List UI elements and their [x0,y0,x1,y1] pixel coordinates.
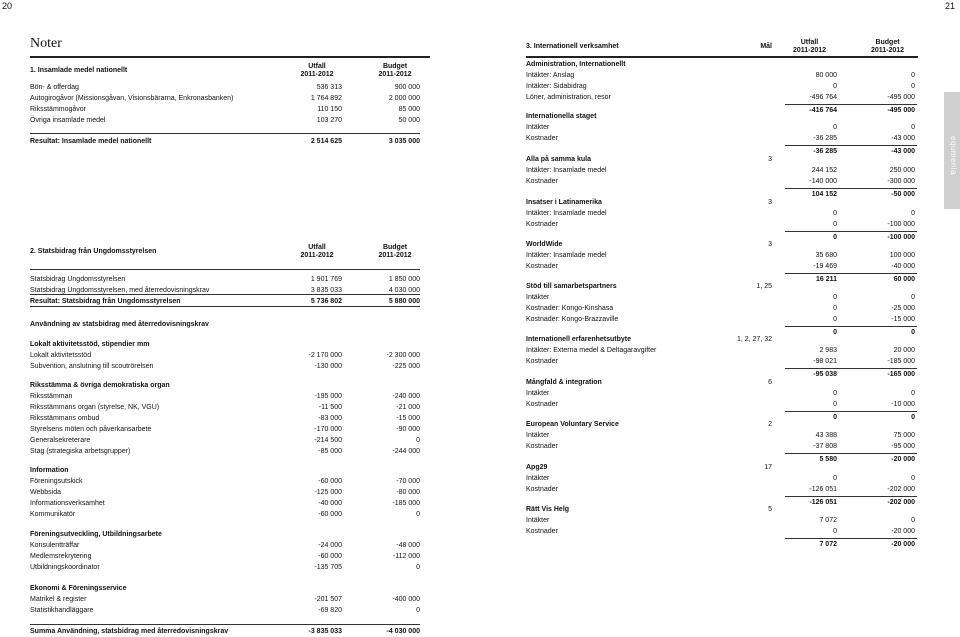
section-heading: 2. Statsbidrag från Ungdomsstyrelsen [30,248,157,255]
header-rule [526,56,918,58]
table-row-outcome: -214 500 [314,437,342,444]
group-total-outcome: 7 072 [819,541,837,548]
sum-label: Summa Användning, statsbidrag med återredovisningskrav [30,628,229,635]
table-row-outcome: -195 000 [314,393,342,400]
group-title: Apg29 [526,464,548,471]
col-header-outcome: Utfall [308,63,326,70]
table-row-outcome: -69 820 [318,607,342,614]
table-row-label: Autogirogåvor (Missionsgåvan, Visionsbärarna, Enkronasbanken) [30,95,234,102]
table-row-outcome: 3 835 033 [310,287,342,294]
col-header-budget: Budget [382,244,408,251]
table-row-budget: 0 [911,294,915,301]
table-row-outcome: -37 808 [813,443,837,450]
table-row-outcome: 0 [833,305,837,312]
table-row-outcome: 103 270 [316,117,342,124]
group-total-outcome: -126 051 [809,499,837,506]
table-row-outcome: 0 [833,124,837,131]
table-row-outcome: 0 [833,83,837,90]
table-row-label: Intäkter [526,517,550,524]
side-tab-label: equmenia [949,136,958,176]
table-row-budget: -185 000 [887,358,915,365]
table-row-label: Kostnader: Kongo-Brazzaville [526,316,619,323]
table-row-label: Konsulentträffar [30,542,80,549]
total-rule [785,453,917,454]
page-title: Noter [30,36,62,51]
table-row-label: Intäkter: Anslag [526,72,575,79]
table-row-label: Intäkter: Externa medel & Deltagaravgifter [526,347,657,354]
table-row-budget: -80 000 [396,489,420,496]
title-rule [30,56,430,58]
table-row-label: Riksstämmans ombud [30,415,100,422]
table-row-outcome: -83 000 [318,415,342,422]
table-row-label: Statistikhandläggare [30,607,94,614]
table-row-label: Kostnader [526,528,558,535]
total-rule [785,411,917,412]
table-row-outcome: 2 983 [819,347,837,354]
table-row-outcome: 110 150 [317,106,342,113]
table-row-outcome: -135 705 [314,564,342,571]
table-row-budget: -15 000 [396,415,420,422]
group-total-budget: 60 000 [893,276,915,283]
table-row-budget: -90 000 [396,426,420,433]
group-total-outcome: -36 285 [813,148,837,155]
table-row-label: Intäkter: Sidabidrag [526,83,587,90]
table-row-label: Kostnader [526,443,558,450]
group-title: Stöd till samarbetspartners [526,283,617,290]
group-title: European Voluntary Service [526,421,619,428]
table-row-budget: -202 000 [887,486,915,493]
table-row-outcome: -130 000 [314,363,342,370]
table-row-outcome: -496 764 [809,94,837,101]
table-row-budget: -10 000 [891,401,915,408]
table-row-label: Generalsekreterare [30,437,91,444]
group-title: Information [30,467,69,474]
table-row-outcome: 0 [833,221,837,228]
table-row-outcome: -60 000 [318,553,342,560]
total-rule [785,326,917,327]
table-row-budget: -112 000 [392,553,420,560]
group-total-budget: 0 [911,414,915,421]
table-row-outcome: 244 152 [811,167,837,174]
group-goal: 5 [768,506,772,513]
group-total-outcome: 16 211 [815,276,837,283]
table-row-budget: -40 000 [891,263,915,270]
table-row-budget: -43 000 [891,135,915,142]
table-row-outcome: -11 500 [318,404,342,411]
table-row-outcome: 35 680 [815,252,837,259]
table-row-budget: 2 000 000 [388,95,420,102]
side-tab [944,92,960,209]
group-goal: 1, 25 [756,283,772,290]
col-header-goal: Mål [760,43,772,50]
table-row-label: Intäkter [526,432,550,439]
table-row-label: Webbsida [30,489,62,496]
col-header-period: 2011-2012 [300,71,334,78]
group-title: Internationell erfarenhetsutbyte [526,336,632,343]
table-row-outcome: 536 313 [316,84,342,91]
section-rule [30,269,420,270]
group-total-outcome: -95 038 [813,371,837,378]
table-row-budget: 0 [911,475,915,482]
table-row-budget: -225 000 [392,363,420,370]
table-row-label: Kostnader: Kongo-Kinshasa [526,305,614,312]
col-header-outcome: Utfall [308,244,326,251]
group-total-budget: -50 000 [891,191,915,198]
table-row-outcome: 43 388 [815,432,837,439]
group-total-outcome: 5 580 [819,456,837,463]
table-row-budget: 0 [911,390,915,397]
group-total-budget: -165 000 [887,371,915,378]
group-total-outcome: 104 152 [811,191,837,198]
table-row-budget: -15 000 [891,316,915,323]
table-row-label: Kostnader [526,486,558,493]
table-row-outcome: -24 000 [318,542,342,549]
group-goal: 1, 2, 27, 32 [736,336,772,343]
group-total-budget: -495 000 [887,107,915,114]
table-row-outcome: -60 000 [318,511,342,518]
table-row-outcome: -125 000 [314,489,342,496]
group-title: Lokalt aktivitetsstöd, stipendier mm [30,341,150,348]
table-row-outcome: 0 [833,528,837,535]
table-row-label: Kommunikatör [30,511,76,518]
table-row-outcome: 0 [833,390,837,397]
group-title: Alla på samma kula [526,156,591,163]
total-rule [785,104,917,105]
table-row-budget: -48 000 [396,542,420,549]
table-row-outcome: -19 469 [813,263,837,270]
result-budget: 5 880 000 [388,298,420,305]
usage-heading: Användning av statsbidrag med återredovisningskrav [30,321,209,328]
table-row-label: Intäkter [526,475,550,482]
result-outcome: 5 736 802 [310,298,342,305]
col-header-period: 2011-2012 [378,71,412,78]
table-row-budget: 1 850 000 [388,276,420,283]
table-row-outcome: -140 000 [809,178,837,185]
col-header-budget: Budget [875,39,900,46]
table-row-outcome: 80 000 [815,72,837,79]
table-row-outcome: -126 051 [809,486,837,493]
table-row-label: Matrikel & register [30,596,87,603]
table-row-budget: 100 000 [889,252,915,259]
table-row-budget: -70 000 [396,478,420,485]
table-row-budget: 250 000 [889,167,915,174]
table-row-budget: -300 000 [887,178,915,185]
group-total-budget: -20 000 [891,541,915,548]
group-title: Mångfald & integration [526,379,602,386]
table-row-label: Kostnader [526,401,558,408]
section-heading: 3. Internationell verksamhet [526,43,619,50]
group-title: Internationella staget [526,113,597,120]
table-row-outcome: -60 000 [318,478,342,485]
group-goal: 2 [768,421,772,428]
table-row-budget: 0 [911,72,915,79]
group-total-outcome: -416 764 [809,107,837,114]
total-rule [785,368,917,369]
group-total-budget: -20 000 [891,456,915,463]
table-row-budget: -495 000 [887,94,915,101]
table-row-outcome: 0 [833,401,837,408]
group-total-outcome: 0 [833,234,837,241]
table-row-outcome: -85 000 [318,448,342,455]
page-number-left: 20 [2,1,13,11]
table-row-label: Statsbidrag Ungdomsstyrelsen, med återredovisningskrav [30,287,210,294]
table-row-label: Intäkter [526,390,550,397]
table-row-outcome: 0 [833,210,837,217]
table-row-budget: 4 030 000 [388,287,420,294]
table-row-outcome: 7 072 [819,517,837,524]
group-goal: 17 [764,464,772,471]
table-row-label: Subvention, anslutning till scoutrörelsen [30,363,154,370]
table-row-outcome: -2 170 000 [308,352,342,359]
table-row-label: Intäkter: Insamlade medel [526,210,607,217]
table-row-budget: 85 000 [398,106,420,113]
table-row-label: Övriga insamlade medel [30,117,106,124]
table-row-label: Medlemsrekrytering [30,553,92,560]
table-row-label: Riksstämmogåvor [30,106,87,113]
table-row-budget: -20 000 [891,528,915,535]
result-budget: 3 035 000 [388,138,420,145]
result-outcome: 2 514 625 [310,138,342,145]
table-row-label: Bön- & offerdag [30,84,79,91]
sum-budget: -4 030 000 [386,628,420,635]
table-row-budget: -244 000 [392,448,420,455]
result-label: Resultat: Statsbidrag från Ungdomsstyrelsen [30,298,181,305]
group-goal: 6 [768,379,772,386]
table-row-label: Föreningsutskick [30,478,83,485]
group-title: WorldWide [526,241,563,248]
table-row-label: Stag (strategiska arbetsgrupper) [30,448,131,455]
sum-outcome: -3 835 033 [308,628,342,635]
table-row-label: Lokalt aktivitetsstöd [30,352,92,359]
table-row-outcome: 0 [833,316,837,323]
group-total-budget: -100 000 [887,234,915,241]
table-row-label: Intäkter [526,124,550,131]
table-row-budget: 20 000 [893,347,915,354]
table-row-budget: -100 000 [887,221,915,228]
table-row-label: Kostnader [526,263,558,270]
col-header-period: 2011-2012 [870,47,905,54]
table-row-outcome: -201 507 [314,596,342,603]
table-row-outcome: 0 [833,294,837,301]
table-row-label: Kostnader [526,135,558,142]
total-rule [785,538,917,539]
table-row-budget: 900 000 [394,84,420,91]
group-total-outcome: 0 [833,329,837,336]
table-row-label: Kostnader [526,358,558,365]
group-title: Rätt Vis Helg [526,506,570,513]
group-title: Riksstämma & övriga demokratiska organ [30,382,170,389]
table-row-outcome: 0 [833,475,837,482]
page-number-right: 21 [945,1,956,11]
group-title: Ekonomi & Föreningsservice [30,585,127,592]
table-row-budget: 0 [416,564,420,571]
table-row-label: Riksstämman [30,393,73,400]
table-row-budget: -185 000 [392,500,420,507]
table-row-budget: 75 000 [893,432,915,439]
table-row-budget: -95 000 [891,443,915,450]
table-row-outcome: 1 764 892 [310,95,342,102]
group-goal: 3 [768,199,772,206]
section-rule [30,294,420,295]
col-header-period: 2011-2012 [300,252,334,259]
group-total-budget: 0 [911,329,915,336]
col-header-period: 2011-2012 [378,252,412,259]
sum-rule [30,624,420,625]
table-row-budget: -2 300 000 [386,352,420,359]
table-row-budget: 0 [911,517,915,524]
col-header-budget: Budget [382,63,408,70]
table-row-label: Informationsverksamhet [30,500,105,507]
table-row-label: Intäkter: Insamlade medel [526,252,607,259]
table-row-budget: 0 [416,607,420,614]
group-title: Administration, Internationellt [526,61,626,68]
table-row-label: Löner, administration, resor [526,94,611,101]
table-row-label: Styrelsens möten och påverkansarbete [30,426,152,433]
table-row-label: Riksstämmans organ (styrelse, NK, VGU) [30,404,160,411]
table-row-label: Kostnader [526,221,558,228]
col-header-outcome: Utfall [800,39,819,46]
table-row-outcome: -40 000 [318,500,342,507]
section-rule [30,133,420,134]
group-goal: 3 [768,156,772,163]
table-row-budget: 0 [911,83,915,90]
group-total-outcome: 0 [833,414,837,421]
group-title: Föreningsutveckling, Utbildningsarbete [30,531,162,538]
table-row-label: Statsbidrag Ungdomsstyrelsen [30,276,126,283]
table-row-outcome: -36 285 [813,135,837,142]
result-label: Resultat: Insamlade medel nationellt [30,138,152,145]
table-row-outcome: -170 000 [314,426,342,433]
table-row-outcome: -98 021 [813,358,837,365]
table-row-label: Kostnader [526,178,558,185]
table-row-budget: -240 000 [392,393,420,400]
group-total-budget: -202 000 [887,499,915,506]
table-row-label: Utbildningskoordinator [30,564,100,571]
table-row-budget: -400 000 [392,596,420,603]
table-row-budget: -21 000 [396,404,420,411]
table-row-budget: -25 000 [891,305,915,312]
section-heading: 1. Insamlade medel nationellt [30,67,128,74]
total-rule [785,273,917,274]
total-rule [785,231,917,232]
table-row-budget: 0 [911,210,915,217]
table-row-label: Intäkter [526,294,550,301]
table-row-budget: 50 000 [398,117,420,124]
group-total-budget: -43 000 [891,148,915,155]
table-row-budget: 0 [416,437,420,444]
col-header-period: 2011-2012 [792,47,827,54]
section-rule [30,306,420,307]
total-rule [785,496,917,497]
table-row-label: Intäkter: Insamlade medel [526,167,607,174]
table-row-budget: 0 [416,511,420,518]
group-goal: 3 [768,241,772,248]
total-rule [785,188,917,189]
table-row-outcome: 1 901 769 [310,276,342,283]
total-rule [785,145,917,146]
table-row-budget: 0 [911,124,915,131]
group-title: Insatser i Latinamerika [526,199,602,206]
